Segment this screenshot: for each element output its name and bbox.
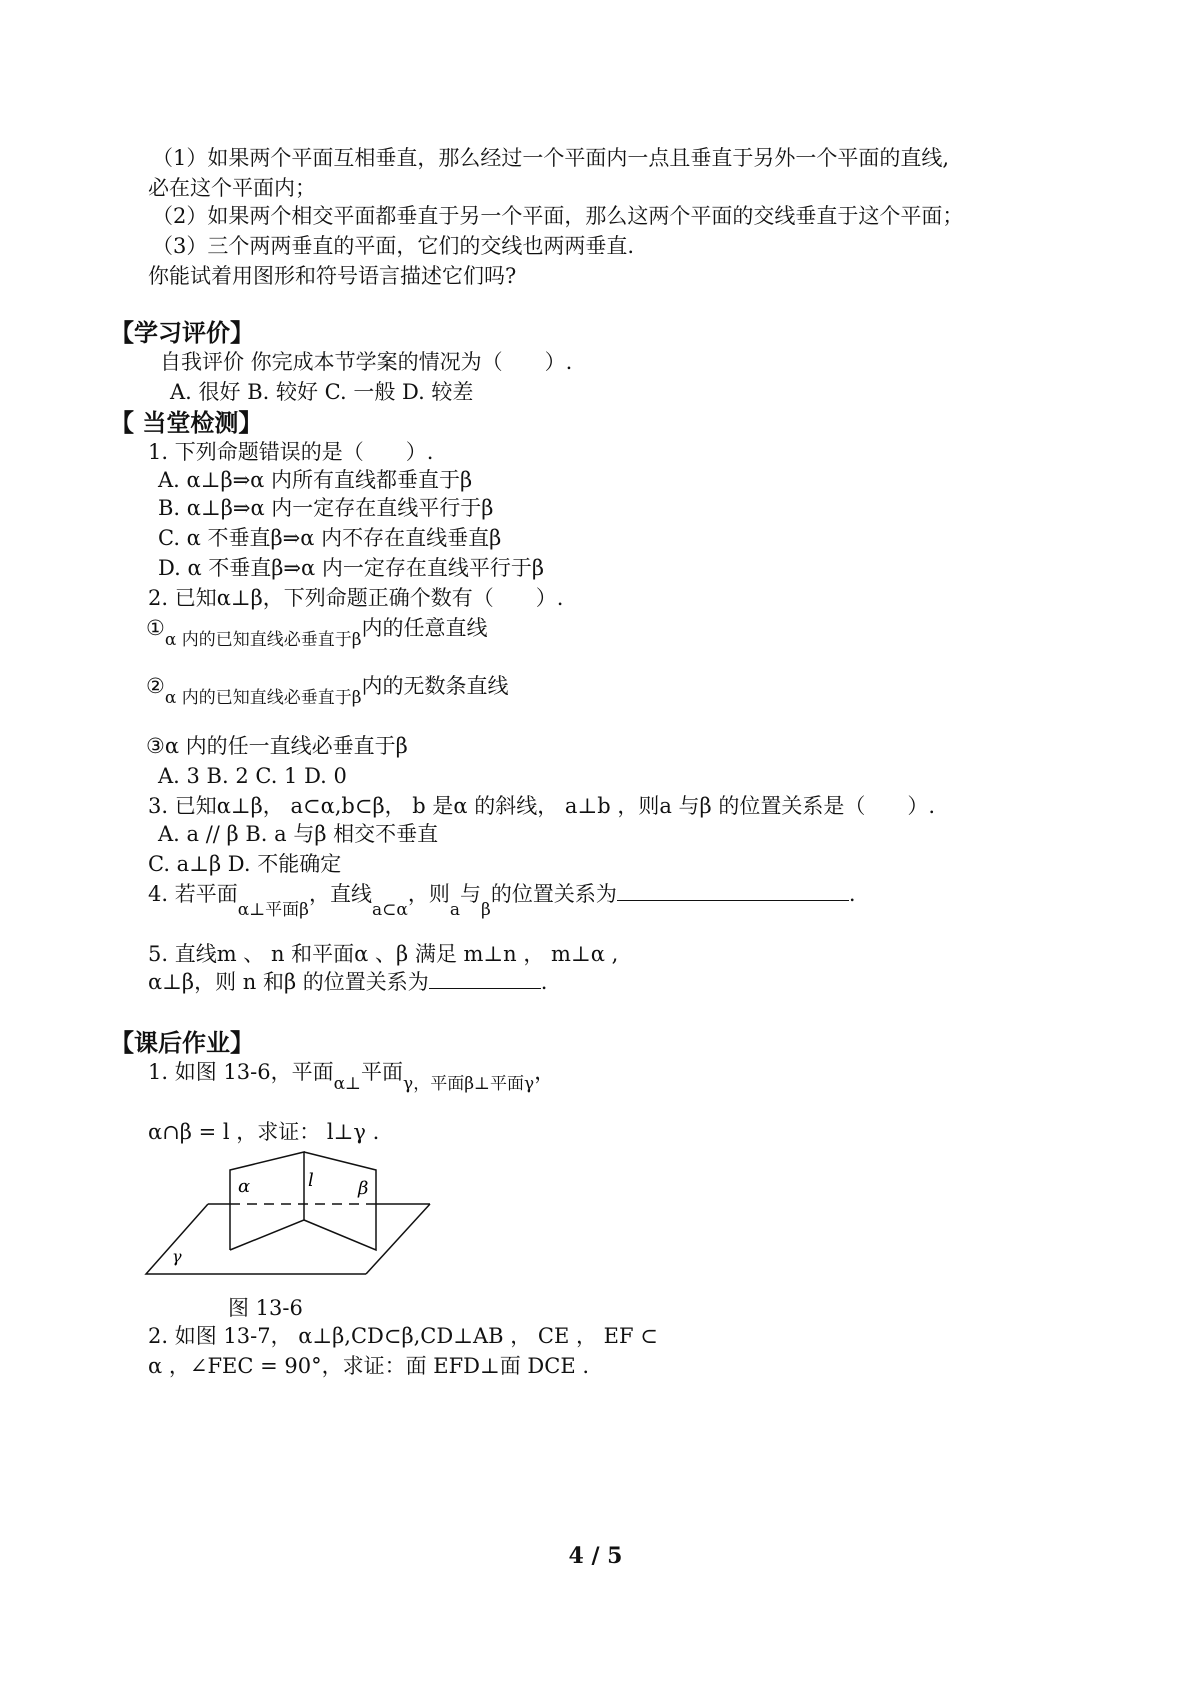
p1-end: ， [534,1060,556,1084]
self-evaluation-options: A. 很好 B. 较好 C. 一般 D. 较差 [170,380,474,404]
figure-13-6 [148,1148,438,1266]
section-heading-homework: 【课后作业】 [110,1029,254,1057]
fig-label-alpha: α [238,1176,251,1197]
q2-item-1-subscript: α 内的已知直线必垂直于β [164,630,362,650]
theorem-3: （3）三个两两垂直的平面，它们的交线也两两垂直. [152,234,635,258]
check-q3-options-cd: C. a⊥β D. 不能确定 [148,852,342,876]
section-heading-evaluation: 【学习评价】 [110,319,254,347]
homework-p1 [148,1058,556,1094]
theorem-1-line-a: （1）如果两个平面互相垂直，那么经过一个平面内一点且垂直于另外一个平面的直线, [152,146,950,170]
check-q1-c: C. α 不垂直β⇒α 内不存在直线垂直β [158,526,502,550]
q4-plane-relation: α⊥平面β [237,900,310,920]
section-heading-check: 【 当堂检测】 [110,409,263,437]
q2-item-2-subscript: α 内的已知直线必垂直于β [164,688,362,708]
homework-p1-line-2: α∩β = l ，求证： l⊥γ . [148,1120,380,1144]
q4-end: . [848,882,856,906]
check-q1-d: D. α 不垂直β⇒α 内一定存在直线平行于β [158,556,545,580]
p1-alpha-perp: α⊥ [333,1074,362,1094]
q2-item-1-tail: 内的任意直线 [361,616,488,640]
homework-p2-line-a: 2. 如图 13-7， α⊥β,CD⊂β,CD⊥AB ， CE ， EF ⊂ [148,1324,658,1348]
question-describe: 你能试着用图形和符号语言描述它们吗? [148,264,517,288]
q4-a: a [449,900,461,920]
check-q1: 1. 下列命题错误的是（ ）. [148,440,434,464]
plane-alpha [230,1152,304,1250]
p1-gamma: γ [403,1074,414,1094]
p1-beta-perp-gamma: ，平面β⊥平面γ [413,1074,535,1094]
homework-p2-line-b: α ，∠FEC = 90°，求证：面 EFD⊥面 DCE . [148,1354,590,1378]
check-q1-b: B. α⊥β⇒α 内一定存在直线平行于β [158,496,494,520]
check-q5-line-b [148,968,547,996]
fig-label-l: l [308,1170,314,1191]
q4-line-relation: a⊂α [372,900,408,920]
circled-1: ① [146,616,165,640]
p1-prefix: 1. 如图 13-6，平面 [148,1060,334,1084]
q4-beta: β [481,900,491,920]
q2-item-2-tail: 内的无数条直线 [361,674,509,698]
plane-beta [304,1152,376,1250]
q4-line-word: ，直线 [309,882,373,906]
q4-prefix: 4. 若平面 [148,882,238,906]
q5-prefix: α⊥β，则 n 和β 的位置关系为 [148,970,429,994]
check-q4 [148,880,856,920]
q5-answer-blank[interactable] [429,970,541,989]
theorem-2: （2）如果两个相交平面都垂直于另一个平面，那么这两个平面的交线垂直于这个平面； [152,204,964,228]
theorem-1-line-b: 必在这个平面内； [148,176,316,200]
p1-plane-word: 平面 [361,1060,404,1084]
check-q2-options: A. 3 B. 2 C. 1 D. 0 [158,764,347,788]
q4-answer-blank[interactable] [617,882,849,901]
q4-postfix: 的位置关系为 [490,882,617,906]
check-q5-line-a: 5. 直线m 、 n 和平面α 、β 满足 m⊥n ， m⊥α , [148,942,619,966]
check-q3-options-ab: A. a // β B. a 与β 相交不垂直 [158,822,439,846]
check-q2-item-3: ③α 内的任一直线必垂直于β [146,734,408,758]
check-q1-a: A. α⊥β⇒α 内所有直线都垂直于β [158,468,473,492]
check-q3: 3. 已知α⊥β， a⊂α,b⊂β， b 是α 的斜线， a⊥b ，则a 与β 的位置关系是（ ）. [148,794,936,818]
check-q2-item-1 [146,614,488,650]
circled-2: ② [146,674,165,698]
self-evaluation-line: 自我评价 你完成本节学案的情况为（ ）. [160,350,573,374]
q4-then: ，则 [407,882,450,906]
figure-caption: 图 13-6 [228,1296,303,1320]
fig-label-gamma: γ [172,1247,182,1266]
q5-end: . [540,970,548,994]
check-q2-item-2 [146,672,509,708]
fig-label-beta: β [358,1178,369,1199]
check-q2: 2. 已知α⊥β，下列命题正确个数有（ ）. [148,586,564,610]
page-number: 4 / 5 [568,1543,623,1569]
q4-with: 与 [460,882,482,906]
